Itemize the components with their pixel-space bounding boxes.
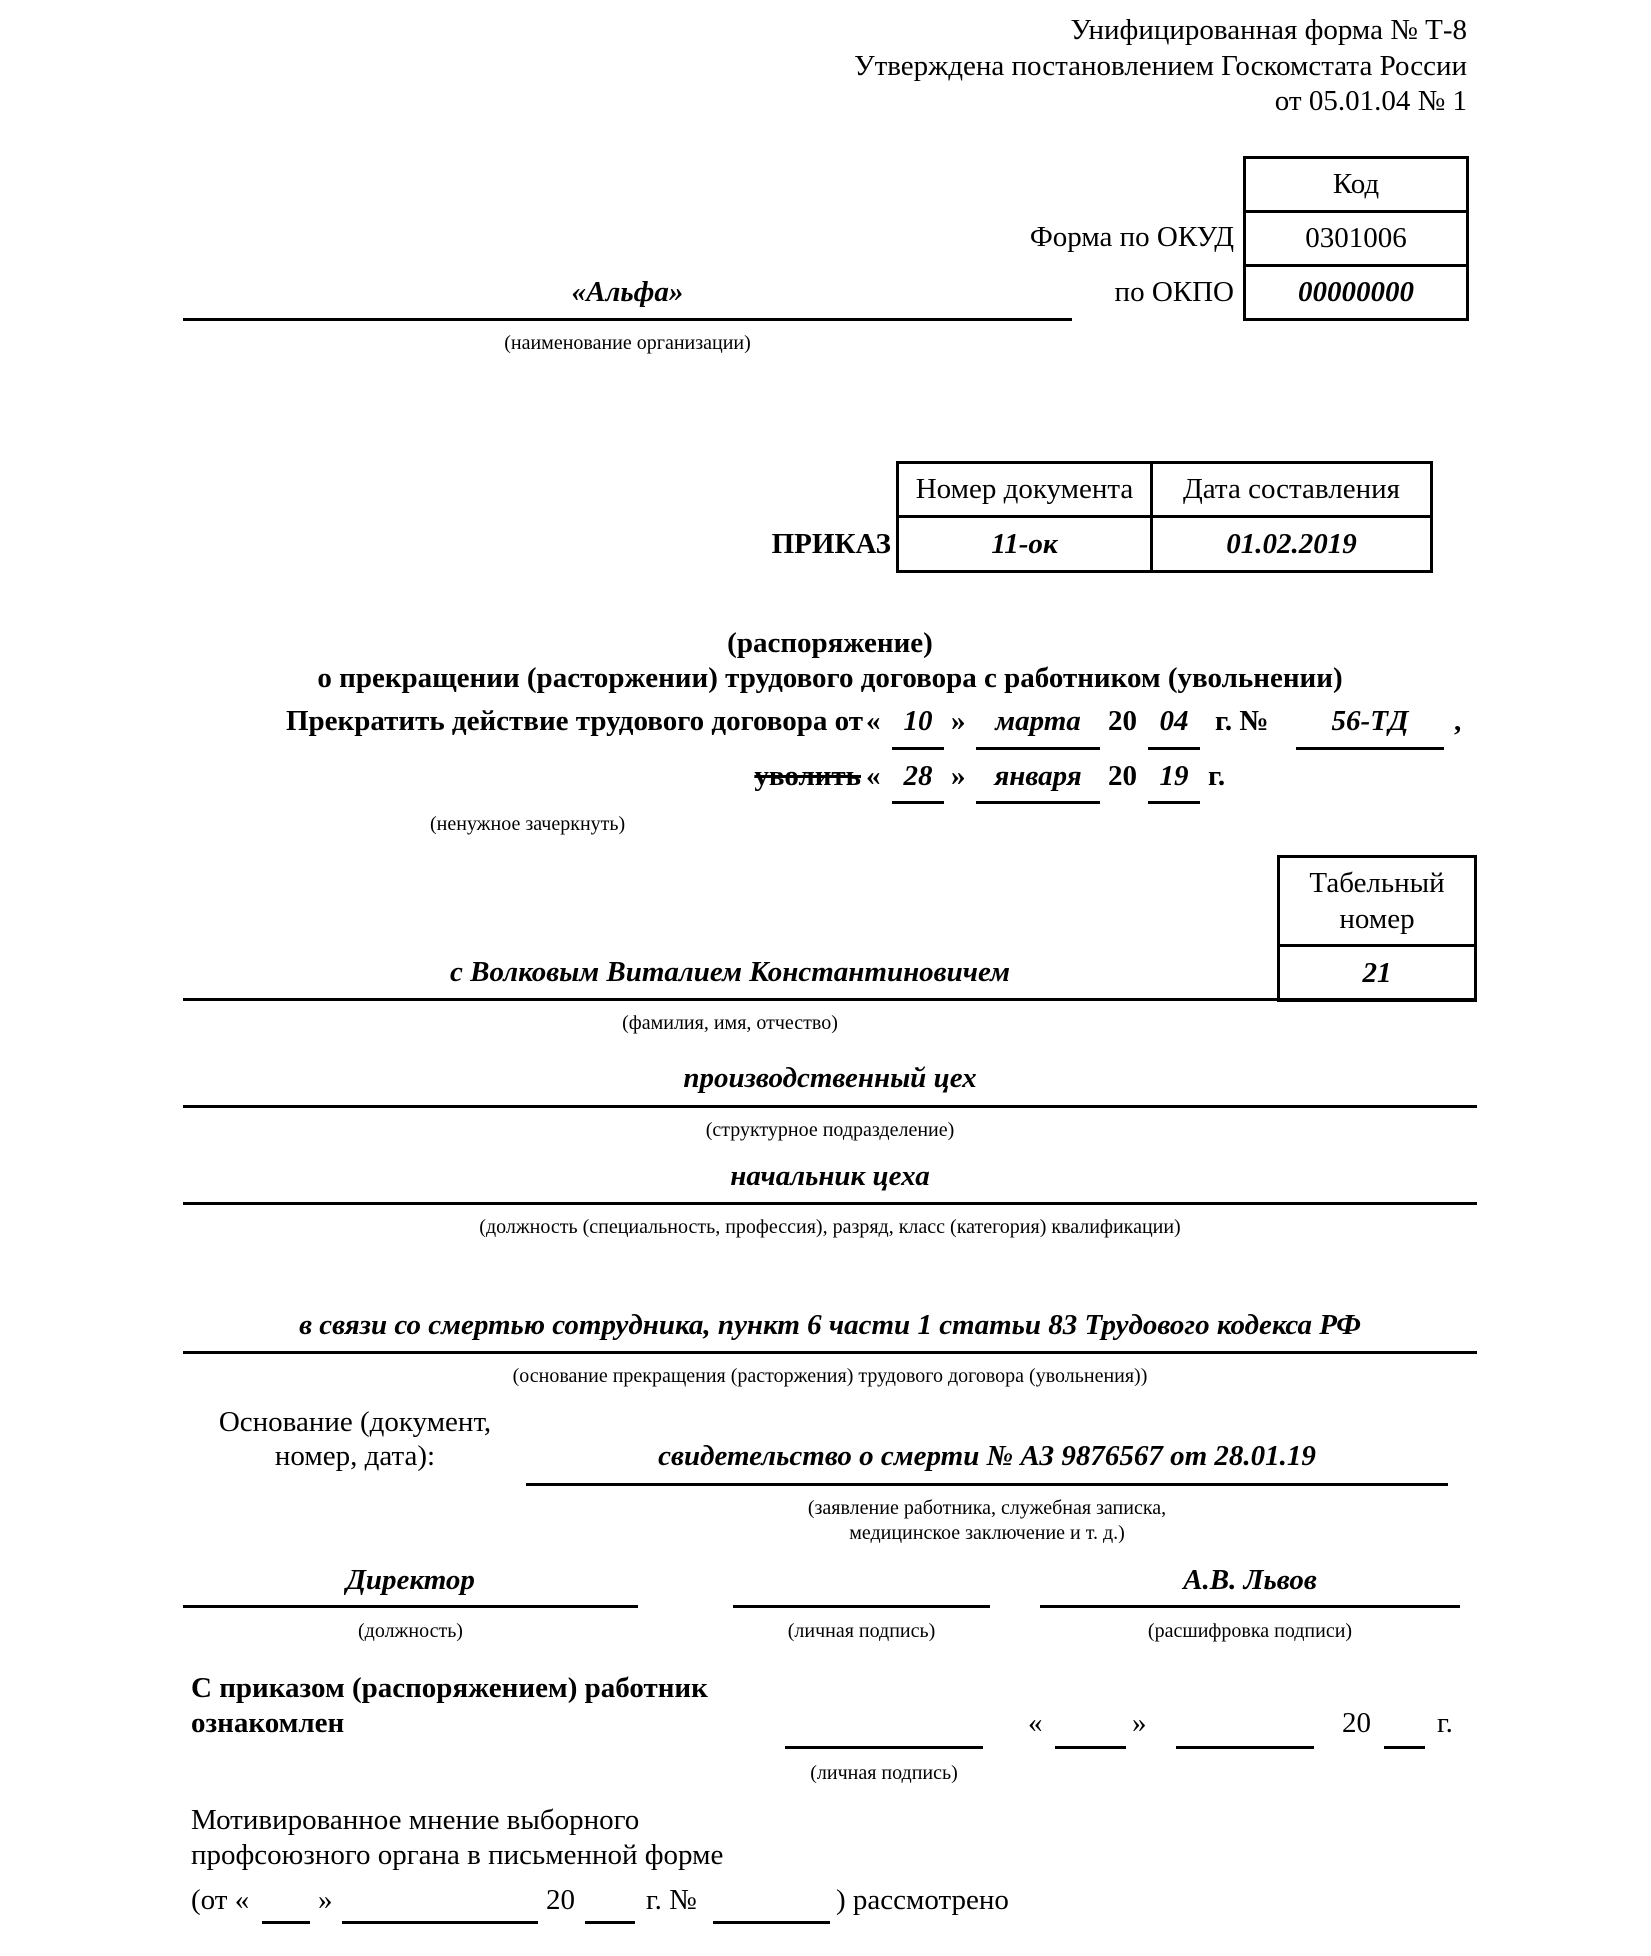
signer-position-underline [183,1605,638,1608]
contract-open-quote: « [866,705,881,737]
doc-number-header: Номер документа [915,473,1134,505]
tab-number-header-line2: номер [1339,903,1415,935]
basis-document: свидетельство о смерти № АЗ 9876567 от 28.01.19 [658,1440,1316,1472]
dismiss-close-quote: » [951,760,966,792]
contract-number-underline [1296,747,1444,750]
union-close-quote: » [318,1884,333,1916]
tab-number-cell [1277,944,1477,1002]
union-year-line[interactable] [585,1921,635,1924]
acquainted-label-line2: ознакомлен [191,1707,345,1739]
doc-number: 11-ок [991,527,1058,560]
form-approval-date: от 05.01.04 № 1 [1274,85,1467,117]
termination-reason-caption: (основание прекращения (расторжения) трудового договора (увольнения)) [512,1365,1148,1387]
okpo-cell [1243,264,1469,321]
position-caption: (должность (специальность, профессия), разряд, класс (категория) квалификации) [479,1216,1181,1238]
signer-name: А.В. Львов [1183,1564,1317,1596]
signer-signature-caption: (личная подпись) [787,1620,936,1642]
okpo-value: 00000000 [1298,276,1414,308]
dismiss-year-underline [1148,801,1200,804]
contract-day: 10 [903,705,933,737]
organization-caption: (наименование организации) [504,332,751,354]
acquainted-month-line[interactable] [1176,1746,1314,1749]
employee-name-underline [183,998,1477,1001]
organization-underline [183,318,1072,321]
employee-name-caption: (фамилия, имя, отчество) [622,1012,838,1034]
department: производственный цех [683,1062,977,1094]
acquainted-day-line[interactable] [1055,1746,1126,1749]
contract-year: 04 [1159,705,1189,737]
employee-name: с Волковым Виталием Константиновичем [449,956,1011,988]
acquainted-suffix: г. [1437,1707,1453,1739]
contract-year-underline [1148,747,1200,750]
basis-label-line2: номер, дата): [274,1440,436,1472]
signer-position-caption: (должность) [358,1620,463,1642]
dismiss-month-underline [976,801,1100,804]
union-number-label: г. № [646,1884,697,1916]
union-number-line[interactable] [713,1921,830,1924]
position-underline [183,1202,1477,1205]
termination-reason: в связи со смертью сотрудника, пункт 6 части 1 статьи 83 Трудового кодекса РФ [299,1309,1361,1341]
signer-name-underline [1040,1605,1460,1608]
doc-date: 01.02.2019 [1226,527,1357,560]
signer-signature-line[interactable] [733,1605,990,1608]
contract-month: марта [995,705,1081,737]
acquainted-close-quote: » [1132,1707,1147,1739]
code-header: Код [1332,168,1380,200]
doc-number-cell [896,515,1153,573]
form-approval: Утверждена постановлением Госкомстата России [854,50,1467,82]
tab-number-header-line1: Табельный [1309,867,1445,899]
dismiss-century: 20 [1108,760,1137,792]
union-text-line2: профсоюзного органа в письменной форме [191,1839,724,1871]
signer-position: Директор [346,1564,475,1596]
okud-cell [1243,210,1469,267]
dismiss-open-quote: « [866,760,881,792]
form-title: Унифицированная форма № Т-8 [1070,14,1467,46]
dismiss-month: января [994,760,1082,792]
termination-reason-underline [183,1351,1477,1354]
acquainted-century: 20 [1342,1707,1371,1739]
okud-value: 0301006 [1305,222,1407,254]
contract-number: 56-ТД [1331,705,1409,737]
dismiss-day-underline [892,801,944,804]
doc-number-header-cell [896,461,1153,518]
acquainted-label-line1: С приказом (распоряжением) работник [191,1672,708,1704]
union-day-line[interactable] [262,1921,310,1924]
date-header: Дата составления [1183,473,1400,505]
dismiss-label: уволить [754,760,861,792]
basis-caption-line1: (заявление работника, служебная записка, [807,1497,1167,1519]
tab-number-header-cell [1277,855,1477,947]
acquainted-signature-caption: (личная подпись) [810,1762,958,1784]
contract-number-label: г. № [1215,705,1269,737]
dismiss-year: 19 [1159,760,1189,792]
acquainted-year-line[interactable] [1384,1746,1425,1749]
union-month-line[interactable] [342,1921,538,1924]
union-suffix: ) рассмотрено [836,1884,1009,1916]
order-label: ПРИКАЗ [771,528,891,560]
basis-label-line1: Основание (документ, [218,1406,492,1438]
doc-date-cell [1150,515,1433,573]
contract-century: 20 [1108,705,1137,737]
tab-number: 21 [1362,956,1392,989]
dismiss-day: 28 [903,760,933,792]
okpo-label: по ОКПО [1114,276,1234,308]
position: начальник цеха [730,1160,930,1192]
dismiss-note: (ненужное зачеркнуть) [430,813,626,835]
contract-prefix: Прекратить действие трудового договора от [285,705,863,737]
order-title: о прекращении (расторжении) трудового договора с работником (увольнении) [317,662,1343,694]
union-text-line1: Мотивированное мнение выборного [191,1804,640,1836]
acquainted-open-quote: « [1028,1707,1043,1739]
organization-name: «Альфа» [571,276,684,308]
contract-month-underline [976,747,1100,750]
date-header-cell [1150,461,1433,518]
union-century: 20 [546,1884,575,1916]
okud-label: Форма по ОКУД [1029,221,1234,253]
union-prefix: (от « [191,1884,250,1916]
signer-name-caption: (расшифровка подписи) [1147,1620,1353,1642]
basis-caption-line2: медицинское заключение и т. д.) [849,1522,1125,1544]
contract-comma: , [1454,705,1462,737]
department-caption: (структурное подразделение) [705,1119,955,1141]
contract-close-quote: » [951,705,966,737]
acquainted-signature-line[interactable] [785,1746,983,1749]
order-subtitle: (распоряжение) [727,627,933,659]
department-underline [183,1105,1477,1108]
dismiss-suffix: г. [1208,760,1226,792]
code-header-cell [1243,156,1469,213]
contract-day-underline [892,747,944,750]
basis-underline [526,1483,1448,1486]
